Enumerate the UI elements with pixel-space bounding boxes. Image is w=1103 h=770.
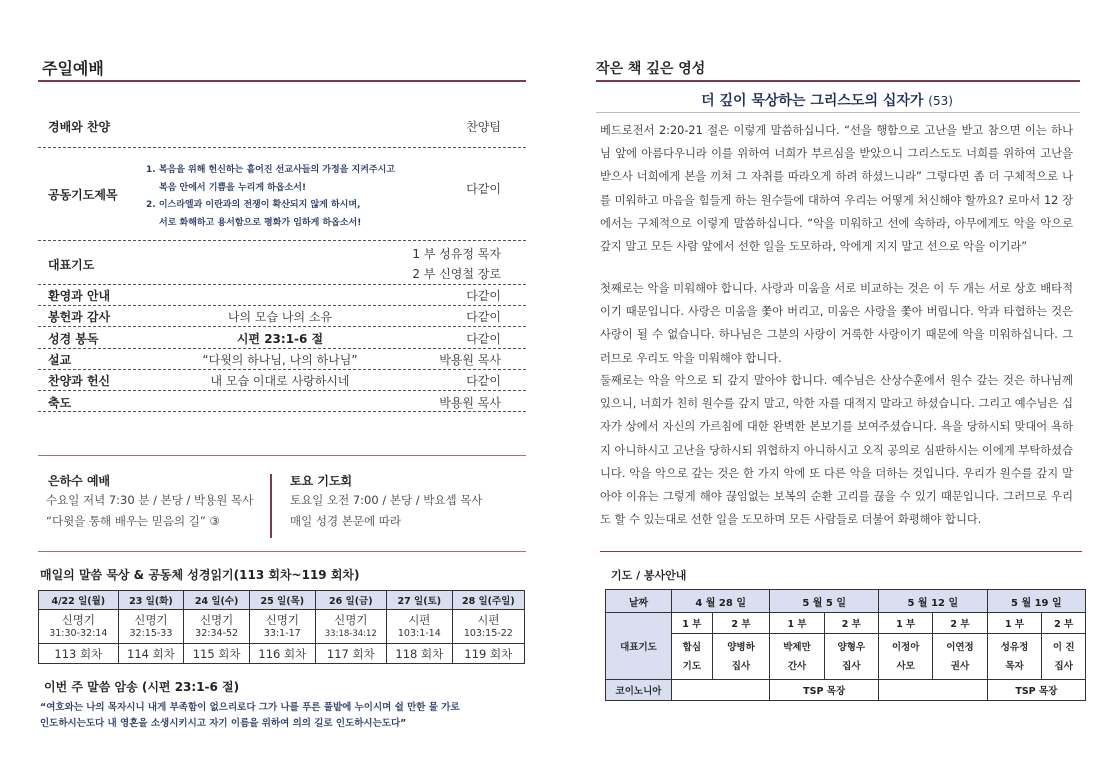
memory-verse-line: 인도하시는도다 내 영혼을 소생시키시고 자기 이름을 위하여 의의 길로 인도하시는도다” [40,718,407,729]
worship-leader: 다같이 [466,332,501,346]
person-title: 기도 [682,660,701,672]
reading-range: 103:15-22 [452,627,524,644]
koinonia-cell: TSP 목장 [987,680,1085,701]
memory-verse [40,700,460,732]
duty-date: 5 월 19 일 [987,590,1085,613]
reading-range: 32:15-33 [118,627,184,644]
reading-book: 시편 [452,610,524,628]
reading-date: 27 일(토) [386,591,452,610]
reading-date: 25 일(목) [249,591,315,610]
book-title-text: 더 깊이 묵상하는 그리스도의 십자가 [701,93,924,109]
person-name: 합심 [682,641,701,653]
saturday-service-topic: 매일 성경 본문에 따라 [290,514,401,528]
page-title: 작은 책 깊은 영성 [596,61,706,77]
row-divider [38,348,526,349]
duty-person [933,634,987,680]
reading-range: 33:1-17 [249,627,315,644]
episode-number: (53) [928,94,953,108]
row-divider [38,305,526,306]
worship-label: 봉헌과 감사 [48,310,111,324]
duty-table [605,589,1086,701]
row-divider [38,240,526,241]
reading-plan-title: 매일의 말씀 묵상 & 공동체 성경읽기(113 회차~119 회차) [40,568,360,582]
person-name: 양형우 [837,641,866,653]
worship-leader: 다같이 [466,289,501,303]
reading-book: 신명기 [249,610,315,628]
row-divider [38,411,526,412]
reading-count: 117 회차 [315,644,386,664]
duty-person [1042,634,1086,680]
duty-person [672,634,713,680]
worship-label: 공동기도제목 [48,188,118,202]
service-number: 2 부 [824,613,878,634]
person-title: 집사 [842,660,861,672]
page-title: 주일예배 [42,59,104,78]
person-name: 박제만 [783,641,811,653]
prayer-topic: 서로 화해하고 용서함으로 평화가 임하게 하옵소서! [159,217,362,228]
worship-leader-2: 2 부 신영철 장로 [412,267,501,281]
reading-range: 32:34-52 [184,627,250,644]
reading-range: 31:30-32:14 [39,627,119,644]
reading-count: 113 회차 [39,644,119,664]
reading-book: 신명기 [315,610,386,628]
worship-leader: 찬양팀 [466,120,501,134]
row-divider [38,390,526,391]
title-divider [596,112,1080,113]
worship-leader: 다같이 [466,310,501,324]
duty-person [987,634,1042,680]
reading-book: 신명기 [39,610,119,628]
row-divider [38,147,526,148]
reading-count: 118 회차 [386,644,452,664]
reading-book: 신명기 [118,610,184,628]
wednesday-service-title: 은하수 예배 [48,474,111,488]
duty-date: 5 월 12 일 [878,590,987,613]
body-paragraph: 둘째로는 악을 악으로 되 갚지 말아야 합니다. 예수님은 산상수훈에서 원수 갚는 것은 하나님께 있으니, 너희가 친히 원수를 갚지 말고, 악한 자를 대적지 말라고 하셨습니다. 그리고 예수님은 십자가 상에서 자신의 가르침에 대한 완벽한 본보기를 보여주셨습니다. 욕을 당하시되 맞대어 욕하지 아니하시고 고난을 당하시되 위협하지 아니하시고 오직 공의로 심판하시는 이에게 부탁하셨습니다. 악을 악으로 갚는 것은 한 가지 악에 또 다른 악을 더하는 것입니다. 우리가 원수를 갚지 말아야 이유는 그렇게 해야 끊임없는 보복의 순환 고리를 끊을 수 있기 때문입니다. 그러므로 우리도 할 수 있는대로 선한 일을 도모하며 모든 사람들로 더불어 화평해야 합니다. [600,374,1073,527]
reading-date: 28 일(주일) [452,591,524,610]
prayer-row-label: 대표기도 [606,613,672,680]
wednesday-service-topic: “다윗을 통해 배우는 믿음의 길” ③ [46,514,220,528]
prayer-topic: 복음 안에서 기쁨을 누리게 하옵소서! [159,182,307,193]
worship-content: 시편 23:1-6 절 [236,332,324,346]
service-number: 2 부 [933,613,987,634]
section-divider [600,551,1082,552]
koinonia-label: 코이노니아 [606,680,672,701]
worship-leader-1: 1 부 성유정 목자 [412,247,501,261]
duty-person [712,634,770,680]
title-underline [38,80,526,82]
worship-content: 내 모습 이대로 사랑하시네 [210,374,350,388]
sermon-title: “다윗의 하나님, 나의 하나님” [202,353,358,367]
person-title: 사모 [896,660,915,672]
row-divider [38,284,526,285]
person-name: 이연정 [946,641,974,653]
service-number: 1 부 [672,613,713,634]
reading-range: 103:1-14 [386,627,452,644]
book-title [551,90,1103,110]
person-title: 집사 [731,660,751,672]
left-page [0,0,551,770]
date-header: 날짜 [606,590,672,613]
worship-label: 찬양과 헌신 [48,374,111,388]
services-divider [270,474,272,538]
duty-title: 기도 / 봉사안내 [611,569,687,582]
worship-content: 나의 모습 나의 소유 [227,310,333,324]
prayer-topic: 2. 이스라엘과 이란과의 전쟁이 확산되지 않게 하시며, [146,200,361,210]
service-number: 2 부 [1042,613,1086,634]
worship-label: 대표기도 [48,258,95,272]
reading-book: 시편 [386,610,452,628]
worship-label: 환영과 안내 [48,289,111,303]
reading-count: 114 회차 [118,644,184,664]
prayer-topics [146,162,395,232]
person-title: 목자 [1005,660,1024,672]
duty-person [878,634,932,680]
reading-date: 24 일(수) [184,591,250,610]
row-divider [38,326,526,327]
koinonia-cell [672,680,770,701]
row-divider [38,369,526,370]
wednesday-service-info: 수요일 저녁 7:30 분 / 본당 / 박용원 목사 [46,493,254,507]
reading-date: 23 일(화) [118,591,184,610]
reading-count: 119 회차 [452,644,524,664]
section-divider [38,551,526,552]
person-name: 성유정 [1000,641,1029,653]
worship-label: 성경 봉독 [48,332,99,346]
service-number: 1 부 [878,613,932,634]
person-title: 권사 [950,660,970,672]
worship-leader: 다같이 [466,374,501,388]
saturday-service-info: 토요일 오전 7:00 / 본당 / 박요셉 목사 [290,493,483,507]
person-name: 이정아 [891,641,920,653]
reading-table [38,590,525,664]
reading-count: 116 회차 [249,644,315,664]
reading-count: 115 회차 [184,644,250,664]
duty-person [770,634,824,680]
body-paragraph: 베드로전서 2:20-21 절은 이렇게 말씀하십니다. “선을 행함으로 고난을 받고 참으면 이는 하나님 앞에 아름다우니라 이를 위하여 너희가 부르심을 받았으니 그리스도도 너희를 위하여 고난을 받으사 너희에게 본을 끼쳐 그 자취를 따라오게 하려 하셨느니라” 그렇다면 좀 더 구체적으로 나를 미워하고 마음을 힘들게 하는 원수들에 대하여 우리는 어떻게 처신해야 할까요? 로마서 12 장에서는 구체적으로 이렇게 말씀하십니다. “악을 미워하고 선에 속하라, 아무에게도 악을 악으로 갚지 말고 모든 사람 앞에서 선한 일을 도모하라, 악에게 지지 말고 선으로 악을 이기라” [600,124,1073,254]
duty-person [824,634,878,680]
worship-leader: 박용원 목사 [439,353,501,367]
worship-leader: 다같이 [466,182,501,196]
person-title: 간사 [787,660,807,672]
duty-date: 4 월 28 일 [672,590,770,613]
koinonia-cell [878,680,987,701]
right-page [551,0,1103,770]
person-name: 양병하 [727,641,755,653]
reading-book: 신명기 [184,610,250,628]
memory-verse-title: 이번 주 말씀 암송 (시편 23:1-6 절) [44,680,240,694]
title-underline [596,80,1080,82]
saturday-service-title: 토요 기도회 [290,474,353,488]
duty-date: 5 월 5 일 [770,590,879,613]
service-number: 2 부 [712,613,770,634]
reading-range: 33:18-34:12 [315,627,386,644]
memory-verse-line: “여호와는 나의 목자시니 내게 부족함이 없으리로다 그가 나를 푸른 풀밭에 누이시며 쉴 만한 물 가로 [40,702,460,713]
reading-date: 4/22 일(월) [39,591,119,610]
service-number: 1 부 [770,613,824,634]
person-title: 집사 [1054,660,1073,672]
prayer-topic: 1. 복음을 위해 헌신하는 흩어진 선교사들의 가정을 지켜주시고 [146,165,395,175]
koinonia-cell: TSP 목장 [770,680,879,701]
body-paragraph: 첫째로는 악을 미워해야 합니다. 사랑과 미움을 서로 비교하는 것은 이 두 개는 서로 상호 배타적이기 때문입니다. 사랑은 미움을 쫓아 버리고, 미움은 사랑을 쫓아 버립니다. 악과 타협하는 것은 사랑이 될 수 없습니다. 하나님은 그분의 사랑이 거룩한 사랑이기 때문에 악을 미워하십니다. 그러므로 우리도 악을 미워해야 합니다. [600,282,1073,365]
reading-date: 26 일(금) [315,591,386,610]
service-number: 1 부 [987,613,1042,634]
worship-label: 경배와 찬양 [48,120,111,134]
worship-leader: 박용원 목사 [439,396,501,410]
worship-label: 설교 [48,353,72,367]
section-divider [38,455,526,456]
person-name: 이 진 [1052,641,1075,653]
worship-label: 축도 [48,396,72,410]
